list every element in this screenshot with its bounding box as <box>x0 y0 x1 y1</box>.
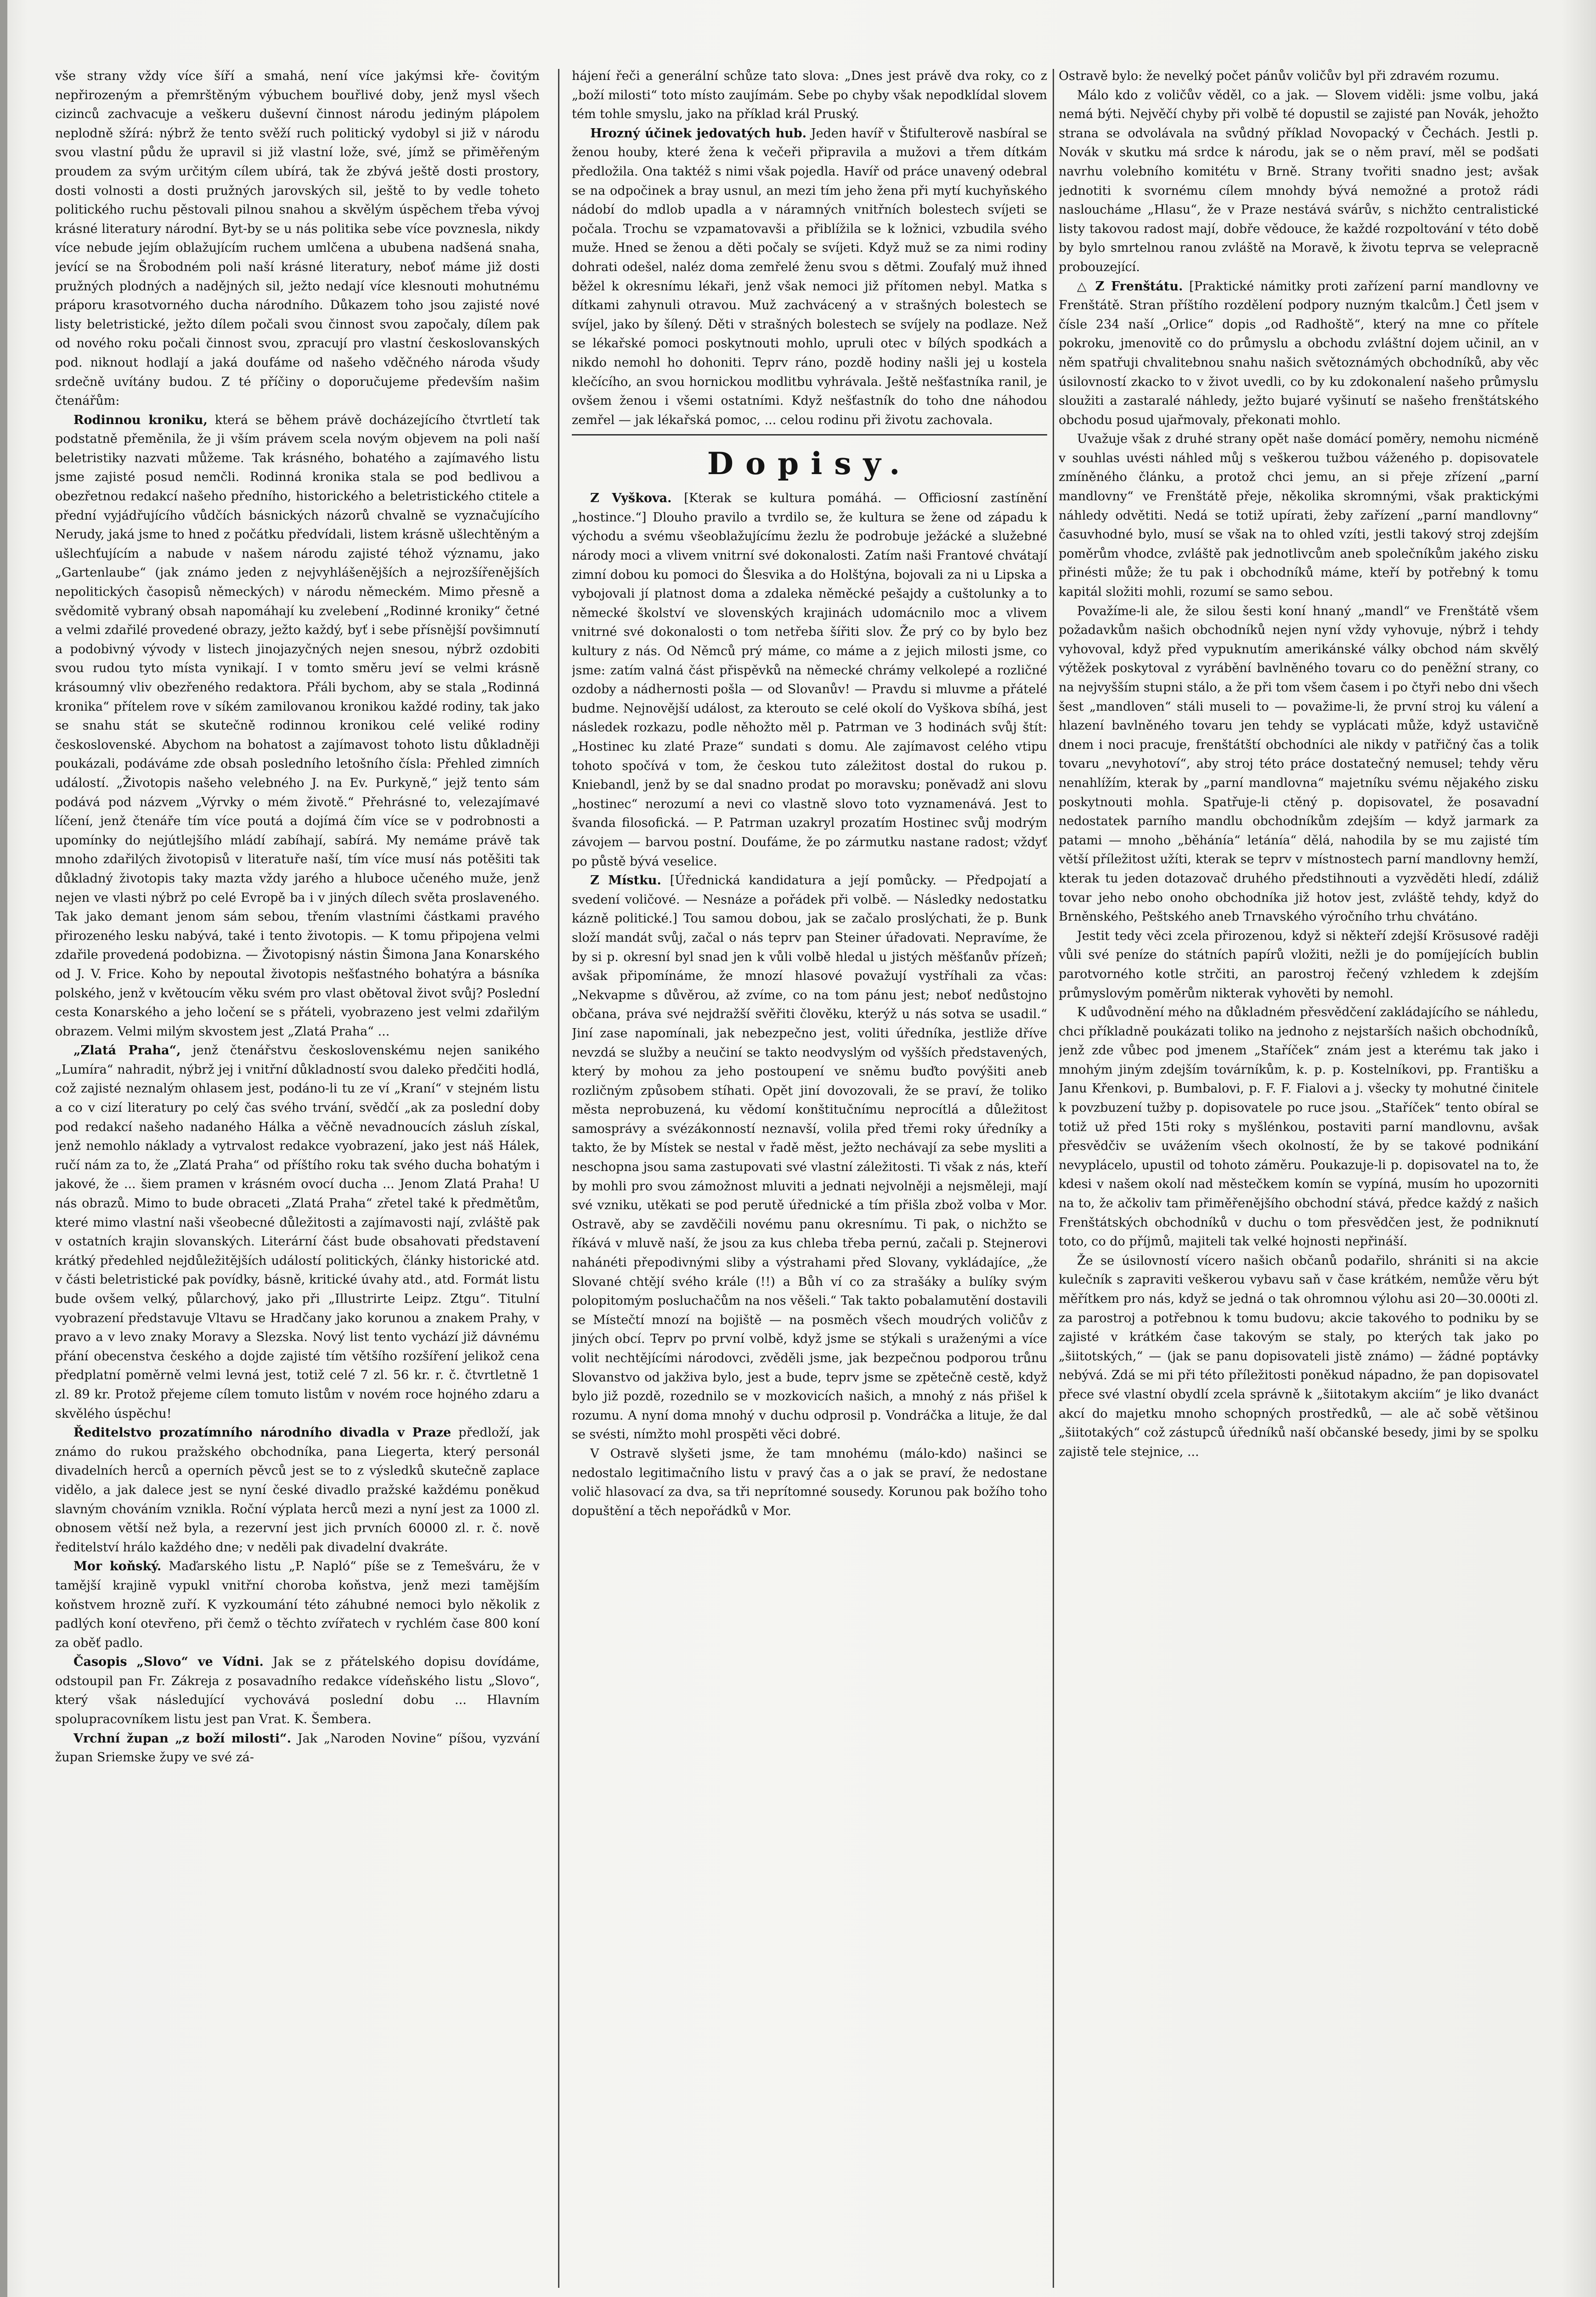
col2-heading-vyskov: Z Vyškova. <box>590 491 672 506</box>
column-rule-1 <box>558 69 559 2288</box>
section-title-dopisy: Dopisy. <box>707 446 912 482</box>
col2-paragraph-2 <box>572 124 1047 430</box>
scan-edge <box>0 0 7 2297</box>
section-divider-top <box>572 434 1047 436</box>
column-3 <box>1059 67 1539 2290</box>
col3-paragraph-2: Málo kdo z voličův věděl, co a jak. — Slovem viděli: jsme volbu, jaká nemá býti. Nejvěčí chyby při volbě té dopustil se zajisté pan Novák, jehožto strana se odvolávala na svůdný příklad Novopacký v Čechách. Jestli p. Novák v skutku má srdce k národu, jak se o něm praví, měl se podšati navrhu volebního komitétu v Brně. Strany tvořiti snadno jest; avšak jednotiti k svornému cílem mnohdy bývá nemožné a protož rádi nasloucháme „Hlasu“, že v Praze nestává svárův, s nichžto centralistické listy takovou radost mají, dobře vědouce, že každé rozpoltování v této době by bylo smrtelnou ranou zvláště na Moravě, k životu teprva se velepracně probouzející. <box>1059 88 1539 274</box>
col3-paragraph-1: Ostravě bylo: že nevelký počet pánův voličův byl při zdravém rozumu. <box>1059 69 1500 83</box>
col1-heading-mor-konsky: Mor koňský. <box>73 1559 162 1574</box>
column-1 <box>55 67 540 2290</box>
col2-paragraph-1: hájení řeči a generální schůze tato slova: „Dnes jest právě dva roky, co z „boží milosti“ toto místo zaujímám. Sebe po chyby však nepodklídal slovem tém tohle smyslu, jako na příklad král Pruský. <box>572 69 1047 122</box>
col3-paragraph-7: K udůvodnění mého na důkladném přesvědčení zakládajícího se náhledu, chci příkladně poukázati toliko na jednoho z nejstarších našich obchodníků, jenž zde vůbec pod jmenem „Staříček“ znám jest a kterému tak jako i mnohým jiným zdejším továrníkům, k. p. p. Kostelníkovi, pp. Františku a Janu Křenkovi, p. Bumbalovi, p. F. F. Fialovi a j. všecky ty mohutné činitele k povzbuzení tužby p. dopisovatele po ruce jsou. „Staříček“ tento obíral se totiž už před 15ti roky s myšlénkou, postaviti parní mandlovnu, avšak přesvědčiv se uvážením všech okolností, že by se takové podnikání nevyplácelo, upustil od tohoto záměru. Poukazuje-li p. dopisovatel na to, že kdesi v našem okolí nad městečkem komín se vypíná, musím ho upozorniti na to, že ačkoliv tam přiměřenějšího obchodní stává, předce každý z našich Frenštátských obchodníků v duchu o tom přesvědčen jest, že podniknutí toto, co do příjmů, majiteli tak velké hojnosti nepřináší. <box>1059 1005 1539 1249</box>
col1-text-divadlo: předloží, jak známo do rukou pražského obchodníka, pana Liegerta, který personál divadelních herců a operních pěvců jest se to z výsledků skutečně zaplace vidělo, a jak dalece jest se nyní české divadlo pražské každému poněkud slavným chováním vznikla. Roční výplata herců mezi a nyní jest za 1000 zl. obnosem větší než byla, a rezervní jest jich prvních 60000 zl. r. č. nově ředitelství hrálo každého dne; v neděli pak divadelní dvakráte. <box>55 1426 540 1555</box>
col2-text-vyskov: Dlouho pravilo a tvrdilo se, že kultura se žene od západu k východu a svému všeoblažujícímu žezlu že podrobuje ježácké a služebné národy moci a vlivem vnitrní své dokonalosti. Zatím naši Frantové chvátají zimní dobou ku pomoci do Šlesvika a do Holštýna, bojovali za ni u Lipska a vybojovali jí platnost doma a zdaleka něměcké pešajdy a cuštolunky a to německé školství ve slovenských krajinách udomácnilo moc a vlivem vnitrné své dokonalosti o tom netřeba šířiti slov. Že prý co by bylo bez kultury z nás. Od Němců prý máme, co máme a z jejich milosti jsme, co jsme: zatím valná část přispěvků na německé chrámy velkolepé a rozličné ozdoby a nádhernosti pošla — od Slovanův! — Pravdu si mluvme a přátelé budme. Nejnovější událost, za kterouto se celé okolí do Vyškova sbíhá, jest následek rozkazu, podle něhožto měl p. Patrman ve 3 hodinách svůj štít: „Hostinec ku zlaté Praze“ sundati s domu. Ale zajímavost celého vtipu tohoto spočívá v tom, že českou tuto záležitost dostal do rukou p. Kniebandl, jenž by se dal snadno prodat po moravsku; poněvadž ani slovu „hostinec“ nerozumí a nevi co vlastně slovo toto vyznamenává. Jest to švanda filosofická. — P. Patrman uzakryl prozatím Hostinec svůj modrým závojem — barvou postní. Doufáme, že po zármutku nastane radost; vždyť po půstě bývá veselice. <box>572 510 1047 869</box>
col1-paragraph-3 <box>55 1041 540 1423</box>
column-2 <box>572 67 1047 2290</box>
triangle-icon: △ <box>1077 279 1089 294</box>
col1-heading-zupan: Vrchní župan „z boží milosti“. <box>73 1731 291 1746</box>
col3-letter-frenstat <box>1059 277 1539 430</box>
col2-paragraph-ostrava: V Ostravě slyšeti jsme, že tam mnohému (málo-kdo) našinci se nedostalo legitimačního listu v pravý čas a o jak se praví, že nedostane volič hlasovací za dva, sa tři neprítomné sousedy. Korunou pak božího toho dopuštění a těch nepořádků v Mor. <box>572 1446 1047 1518</box>
col1-text-zupan: Jak „Naroden Novine“ píšou, vyzvání župan Sriemske župy ve své zá‑ <box>55 1731 540 1765</box>
col1-text-mor-konsky: Maďarského listu „P. Napló“ píše se z Temešváru, že v tamější krajině vypukl vnitřní choroba koňstva, jenž mezi tamějším koňstvem hrozně zuří. K vyzkoumání této záhubné nemoci bylo několik z padlých koní otevřeno, při čemž o těchto zvířatech v rychlém čase 800 koní za oběť padlo. <box>55 1559 540 1650</box>
col1-text-zlata-praha: jenž čtenářstvu československému nejen sanikého „Lumíra“ nahradit, nýbrž jej i vnitřní důkladností svou daleko předčiti hodlá, což zajisté neznalým ohlasem jest, podáno-li tu ze ví „Kraní“ v stejném listu a co v cizí literatury po celý čas svého trvání, svědčí „ak za poslední doby pod redakcí našeho nadaného Hálka a věčně nevadnoucích zásluh získal, jenž nemohlo náklady a vytrvalost redakce vyobrazení, jako jest náš Hálek, ručí nám za to, že „Zlatá Praha“ od příštího roku tak svého ducha bohatým i jakové, že ... šiem pramen v krásném ovocí ducha ... Jenom Zlatá Praha! U nás obrazů. Mimo to bude obraceti „Zlatá Praha“ zřetel také k předmětům, které mimo vlastní naši všeobecné důležitosti a zajímavosti nají, zvláště pak v ostatních krajin slovanských. Literární část bude obsahovati představení krátký předehled nejdůležitějších událostí politických, články historické atd. v části beletristické pak povídky, básně, kritické úvahy atd., atd. Formát listu bude ovšem velký, půlarchový, jako při „Illustrirte Leipz. Ztgu“. Titulní vyobrazení představuje Vltavu se Hradčany jako korunou a znakem Prahy, v pravo a v levo znaky Moravy a Slezska. Nový list tento vychází již dávnému přání obecenstva českého a dojde zajisté tím většího rozšíření jelikož cena předplatní poměrně velmi levná jest, totiž celé 7 zl. 56 kr. r. č. čtvrtletně 1 zl. 89 kr. Protož přejeme cílem tomuto listům v novém roce hojného zdaru a skvělého úspěchu! <box>55 1043 540 1421</box>
col1-heading-rodinna-kronika: Rodinnou kroniku, <box>73 413 208 427</box>
col3-paragraph-4: Uvažuje však z druhé strany opět naše domácí poměry, nemohu nicméně v souhlas uvésti náhled můj s veškerou tužbou váženého p. dopisovatele zmíněného článku, a protož chci jemu, an si přeje zřízení „parní mandlovny“ ve Frenštátě přeje, několika skromnými, však praktickými náhledy odvětiti. Nedá se totiž upírati, žeby zařízení „parní mandlovny“ časuvhodné bylo, musí se však na to ohled vzíti, jestli takový stroj zdejším poměrům vhodce, zvláště pak jednotlivcům aneb společníkům jakého zisku přinésti může; že tu pak i obchodníků máme, kteří by potřebný k tomu kapitál složiti mohli, rozumí se samo sebou. <box>1059 432 1539 600</box>
col1-paragraph-6 <box>55 1652 540 1729</box>
col1-paragraph-4 <box>55 1423 540 1557</box>
col1-paragraph-2 <box>55 411 540 1041</box>
col3-paragraph-5: Považíme-li ale, že silou šesti koní hnaný „mandl“ ve Frenštátě všem požadavkům našich obchodníků nejen nyní vždy vyhovuje, nýbrž i tehdy vyhovoval, když před vypuknutím amerikánské války obchod nám skvělý výtěžek poskytoval z vyrábění bavlněného tovaru co do peněžní strany, co na nejvyšším stupni stálo, a že při tom všem časem i po čtyři nebo dni všech šest „mandloven“ stáli museli to — považime-li, že první stroj ku válení a hlazení bavlněného tovaru jen tehdy se vyplácati může, když ustavičně dnem i noci pracuje, frenštátští obchodníci ale nikdy v patřičný čas a tolik tovaru „nevyhotoví“, aby stroj této práce dostatečný nemusel; tehdy věru nenahlížím, kterak by „parní mandlovna“ majetníku svému nějakého zisku poskytnouti mohla. Spatřuje-li ctěný p. dopisovatel, že posavadní nedostatek parního mandlu obchodníkům zdejším — když jarmark za patami — mnoho „běhánía“ letánía“ dělá, nahodila by se mu zajisté tím větší příležitost užíti, kterak se teprv v místnostech parní mandlovny hemží, kterak tu jeden dotazovač druhého předstihnouti a vyzvěděti hledí, zdáliž tovar jeho nebo onoho obchodníka již hotov jest, zvláště tehdy, když do Brněnského, Peštského aneb Trnavského výročního trhu chvátáno. <box>1059 604 1539 924</box>
col1-heading-divadlo: Ředitelstvo prozatímního národního divadla v Praze <box>73 1426 451 1440</box>
col1-heading-slovo: Časopis „Slovo“ ve Vídni. <box>73 1655 264 1669</box>
col1-text-rodinna-kronika: která se během právě docházejícího čtvrtletí tak podstatně přeměnila, že ji vším právem scela novým objevem na poli naší beletristiky nazvati můžeme. Tak krásného, bohatého a zajímavého listu jsme zajisté posud nemčli. Rodinná kronika stala se pod bedlivou a obezřetnou redakcí našeho předního, historického a beletristického ctitele a přední vyjádřujícího vůdčích básnických názorů chvalně se vyznačujícího Nerudy, jaká jsme to hned z počátku předvídali, listem krásně ušlechtěným a ušlechťujícím a nabude v našem národu zajisté téhož významu, jako „Gartenlaube“ (jak známo jeden z nejvyhlášenějších a nejrozšířenějších nepolitických časopisů německých) v národu německém. Mimo přesně a svědomitě vybraný obsah napomáhají ku zvelebení „Rodinné kroniky“ četné a velmi zdařilé provedené obrazy, ježto každý, byť i sebe přísnější povšimnutí a podobivný vývody v listech jinojazyčných nejen snesou, nýbrž ozdobiti svou rudou tyto místa vynikají. I v tomto směru jeví se velmi krásně krásoumný vliv obezřeného redaktora. Přáli bychom, aby se stala „Rodinná kronika“ přítelem rove v síkém zamilovanou kronikou každé rodiny, tak jako se snahu stát se skutečně rodinnou kronikou celé veliké rodiny československé. Abychom na bohatost a zajímavost tohoto listu důkladněji poukázali, podáváme zde obsah posledního letošního čísla: Přehled zimních událostí. „Životopis našeho velebného J. na Ev. Purkyně,“ jejž tento sám podává pod názvem „Výrvky o mém životě.“ Přehrásné to, velezajímavé líčení, jenž čtenáře tím více poutá a dojímá čím více se v podrobnosti a upomínky do nejútlejšího mládí zabíhají, sabírá. My nemáme právě tak mnoho zdařilých životopisů v literatuře naší, tím více musí nás potěšiti tak důkladný životopis taky mazta vždy jarého a hluboce učeného muže, jenž nejen ve vlasti nýbrž po celé Evropě ba i v jiných dílech světa proslaveného. Tak jako demant jenom sám sebou, třením vlastními částkami pravého přirozeného lesku nabývá, také i tento životopis. — K tomu připojena velmi zdařile provedená podobizna. — Životopisný nástin Šimona Jana Konarského od J. V. Frice. Koho by nepoutal životopis nešťastného bohatýra a básníka polského, jenž v květoucím věku svém pro vlast obětoval život svůj? Poslední cesta Konarského a jeho ločení se s přáteli, vyobrazeno jest velmi zdařilým obrazem. Velmi milým skvostem jest „Zlatá Praha“ ... <box>55 413 540 1039</box>
col1-paragraph-7 <box>55 1729 540 1767</box>
col2-letter-mistek <box>572 871 1047 1444</box>
col1-heading-zlata-praha: „Zlatá Praha“, <box>73 1043 181 1058</box>
col2-letter-vyskov <box>572 489 1047 871</box>
col3-paragraph-6: Jestit tedy věci zcela přirozenou, když si někteří zdejší Krösusové raději vůli své peníze do státních papírů vložiti, nežli je do pomíjejících bublin parotvorného kotle strčiti, an parostroj řečený vzhledem k zdejším průmyslovým poměrům nikterak vyhověti by nemohl. <box>1059 928 1539 1001</box>
col3-text-frenstat: Četl jsem v čísle 234 naší „Orlice“ dopis „od Radhoště“, který na mne co přítele pokroku, jmenovitě co do průmyslu a obchodu zvláštní dojem učinil, an v něm spatřuji chvalitebnou snahu našich světoznámých obchodníků, aby věc úsilovností zkacko to v život uvedli, co by ku zdokonalení našeho průmyslu sloužiti a zastaralé náhledy, ježto bujaré vyšinutí se našeho frenštátského obchodu posud ujařmovaly, překonati mohlo. <box>1059 298 1539 427</box>
col1-paragraph-1: vše strany vždy více šíří a smahá, není více jakýmsi kře‑ čovitým nepřirozeným a přemrštěným výbuchem bouřlivé doby, jenž mysl všech cizinců zachvacuje a veškeru duševní činnost národu jediným plápolem neplodně sžírá: nýbrž že tento svěží ruch politický vydobyl si již v národu svou vlastní půdu že upravil si již vlastní lože, své, jímž se přiměřeným proudem za svým určitým cílem ubírá, tak že zbývá ještě dosti prostory, dosti volnosti a dosti pružných jarovských sil, ještě to by vedle toheto politického ruchu pěstovali pilnou snahou a skvělým úspěchem třeba vývoj krásné literatury národní. Byt-by se u nás politika sebe více povznesla, nikdy více nebude jejím oblažujícím ruchem umlčena a ububena nadšená snaha, jevící se na Šrobodném poli naší krásné literatury, neboť máme již dosti pružných plodných a nadějných sil, ježto nedají více klesnouti mohutnému práporu krasotvorného ducha národního. Důkazem toho jsou zajisté nové listy beletristické, ježto dílem počali svou činnost svou započaly, dílem pak od nového roku počali činnost svou, zpracují pro vlastní českoslovanských pod. niknout hodlají a jaká doufáme od našeho vděčného národa všudy srdečně uvítány budou. Z té příčiny o doporučujeme především našim čtenářům: <box>55 69 540 408</box>
col2-heading-houby: Hrozný účinek jedovatých hub. <box>590 126 806 141</box>
col2-subtitle-mistek: [Úřednická kandidatura a její pomůcky. — Předpojatí a svedení voličové. — Nesnáze a pořádek při volbě. — Následky nedostatku kázně politické.] <box>572 873 1047 926</box>
col1-paragraph-5 <box>55 1557 540 1652</box>
col3-heading-frenstat: Z Frenštátu. <box>1095 279 1183 294</box>
col1-text-slovo: Jak se z přátelského dopisu dovídáme, odstoupil pan Fr. Zákreja z posavadního redakce vídeňského listu „Slovo“, který však následující vychovává poslední dobu ... Hlavním spolupracovníkem listu jest pan Vrat. K. Šembera. <box>55 1655 540 1727</box>
col2-heading-mistek: Z Místku. <box>590 873 661 888</box>
col2-text-houby: Jeden havíř v Štifulterově nasbíral se ženou houby, které žena k večeři připravila a mužovi a třem dítkám předložila. Ona taktéž s nimi však pojedla. Havíř od práce unavený odebral se na odpočinek a bray usnul, an mezi tím jeho žena při mytí kuchyňského nádobí do mdlob upadla a v náramných vnitřních bolestech svíjeti se počala. Trochu se vzpamatovavši a přiblížila se k ložnici, vzbudila svého muže. Hned se ženou a děti počaly se svíjeti. Když muž se za nimi rodiny dohrati odešel, naléz doma zemřelé ženu svou s dětmi. Zoufalý muž ihned běžel k okresnímu lékaři, jenž však nemoci již přítomen nebyl. Matka s dítkami zahynuli otravou. Muž zachvácený a v strašných bolestech se svíjel, jako by šílený. Děti v strašných bolestech se svíjely na podlaze. Než se lékařské pomoci poskytnouti mohlo, upruli otec v bílých spodkách a nikdo nemohl ho dohoniti. Teprv ráno, pozdě hodiny našli jej u kostela klečícího, an svou hornickou modlitbu vyhrávala. Ještě nešťastníka ranil, je ovšem ženou i všemi ostatními. Když nešťastník do toho dne náhodou zemřel — jak lékařská pomoc, ... celou rodinu při životu zachovala. <box>572 126 1047 427</box>
col3-paragraph-8: Že se úsilovností vícero našich občanů podařilo, shrániti si na akcie kulečník s zapraviti veškerou vybavu saň v čase krátkém, nemůže věru být měřítkem pro nás, když se jedná o tak ohromnou výlohu asi 20—30.000ti zl. za parostroj a potřebnou k tomu budovu; akcie takového to podniku by se zajisté v krátkém čase takovým se staly, po kterých tak jako po „šiitotských,“ — (jak se panu dopisovateli jistě známo) — žádné poptávky nebývá. Zdá se mi při této příležitosti poněkud nápadno, že pan dopisovatel přece své vlastní obydlí zcela správně k „šiitotakym akciím“ je liko dvanáct akcí do majetku mnoho schopných prostředků, — ale ač sobě většinou „šiitotakých“ což zástupců úředníků naší občanské besedy, jimi by se spolku zajistě tele stejnice, ... <box>1059 1253 1539 1459</box>
column-rule-2 <box>1053 69 1054 2288</box>
col2-text-mistek: Tou samou dobou, jak se začalo proslýchati, že p. Bunk složí mandát svůj, začal o nás teprv pan Steiner úřadovati. Nepravíme, že by si p. okresní byl snad jen k vůli volbě hledal u jistých měšťanův přízeň; avšak připomínáme, že mnozí hlasové považují vystříhali za včas: „Nekvapme s důvěrou, až zvíme, co na tom pánu jest; neboť nedůstojno občana, práva své nejdražší svěřiti člověku, kterýž u nás sotva se usadil.“ Jiní zase napomínali, jak nebezpečno jest, voliti úředníka, jestliže dříve nevzdá se služby a neučiní se takto neodvyslým od vyšších představených, který by mohou za jeho postoupení ve sněmu buďto povýšiti aneb rozličným způsobem stíhati. Opět jiní dovozovali, že se praví, že toliko města neprobuzená, ku vědomí konštitučnímu neprocítlá a důležitost samosprávy a svézákonností neznavší, volila před třemi roky úředníky a takto, že by Místek se nestal v řadě měst, ježto nechávají za sebe mysliti a neschopna jsou sama zastupovati své vlastní záležitosti. Ti však z nás, kteří by mohli pro svou zámožnost mluviti a jednati nejvolněji a nejsměleji, mají své vzniku, utěkati se pod perutě úřednické a tím přišla zbož volba v Mor. Ostravě, aby se zavděčili novému panu okresnímu. Ti pak, o nichžto se říkává v mluvě naší, že jsou za kus chleba třeba pernú, začali p. Stejnerovi nahánéti přepodivnými sliby a výstrahami před Slovany, vykládajíce, „že Slované chtějí svého krále (!!) a Bůh ví co za strašáky a bulíky svým polopitomým posluchačům na nos věšeli.“ Tak takto pobalamutění dostavili se Místečtí mnozí na bojiště — na posměch všech moudrých voličův z jiných obcí. Teprv po první volbě, když jsme se stýkali s uraženými a více volit nechtějícími národovci, zvěděli jsme, jak bezpečnou podporou trůnu Slovanstvo od jakživa bylo, jest a bude, teprv jsme se zpětečně cestě, když bylo již pozdě, rozednilo se v mozkovicích našich, a mnohý z nás přišel k rozumu. A nyní doma mnohý v duchu odprosil p. Vondráčka a lituje, že dal se svésti, nímžto mohl prospěti věci dobré. <box>572 911 1047 1442</box>
col3-subtitle-frenstat: [Praktické námitky proti zařízení parní mandlovny ve Frenštátě. Stran příštího rozdělení podpory nuzným tkalcům.] <box>1059 279 1539 313</box>
col2-subtitle-vyskov: [Kterak se kultura pomáhá. — Officiosní zastínění „hostince.“] <box>572 491 1047 525</box>
